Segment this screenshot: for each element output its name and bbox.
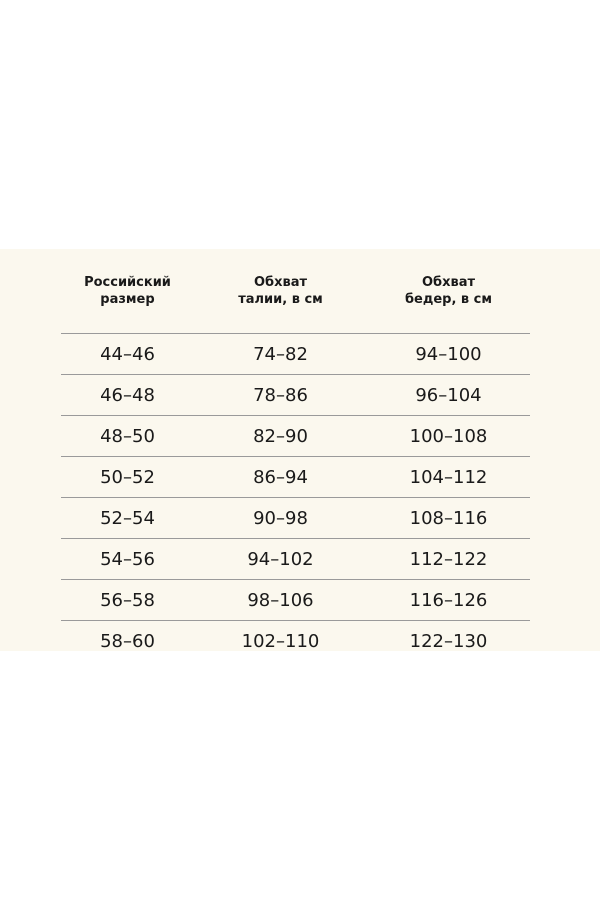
cell-russian-size: 46–48 bbox=[61, 375, 194, 416]
table-row bbox=[61, 539, 530, 580]
header-hips-line-1: Обхват bbox=[421, 275, 476, 290]
cell-russian-size: 52–54 bbox=[61, 498, 194, 539]
cell-waist: 82–90 bbox=[194, 416, 367, 457]
table-row bbox=[61, 416, 530, 457]
cell-russian-size: 44–46 bbox=[61, 334, 194, 375]
cell-waist: 86–94 bbox=[194, 457, 367, 498]
table-row bbox=[61, 375, 530, 416]
header-waist-line-2: талии, в см bbox=[238, 292, 323, 307]
size-chart-table bbox=[61, 249, 530, 661]
cell-hips: 116–126 bbox=[367, 580, 530, 621]
table-row bbox=[61, 580, 530, 621]
cell-waist: 74–82 bbox=[194, 334, 367, 375]
cell-russian-size: 50–52 bbox=[61, 457, 194, 498]
cell-waist: 90–98 bbox=[194, 498, 367, 539]
cell-russian-size: 58–60 bbox=[100, 630, 155, 652]
table-row bbox=[61, 621, 530, 662]
cell-hips: 112–122 bbox=[367, 539, 530, 580]
size-chart-panel bbox=[0, 249, 600, 651]
header-waist bbox=[194, 249, 367, 334]
cell-waist: 78–86 bbox=[194, 375, 367, 416]
header-waist-line-1: Обхват bbox=[253, 275, 308, 290]
table-row bbox=[61, 498, 530, 539]
cell-waist: 94–102 bbox=[194, 539, 367, 580]
header-russian-size-line-2: размер bbox=[100, 292, 155, 307]
cell-russian-size: 48–50 bbox=[61, 416, 194, 457]
cell-hips: 104–112 bbox=[367, 457, 530, 498]
cell-hips: 108–116 bbox=[367, 498, 530, 539]
header-russian-size bbox=[61, 249, 194, 334]
cell-hips: 122–130 bbox=[409, 630, 488, 652]
header-hips-line-2: бедер, в см bbox=[404, 292, 493, 307]
header-row bbox=[61, 249, 530, 334]
header-russian-size-line-1: Российский bbox=[84, 275, 171, 290]
cell-waist: 98–106 bbox=[194, 580, 367, 621]
cell-russian-size: 54–56 bbox=[61, 539, 194, 580]
cell-waist: 102–110 bbox=[241, 630, 320, 652]
header-hips bbox=[367, 249, 530, 334]
table-row bbox=[61, 457, 530, 498]
cell-russian-size: 56–58 bbox=[61, 580, 194, 621]
table-row bbox=[61, 334, 530, 375]
cell-hips: 100–108 bbox=[367, 416, 530, 457]
cell-hips: 94–100 bbox=[367, 334, 530, 375]
cell-hips: 96–104 bbox=[367, 375, 530, 416]
